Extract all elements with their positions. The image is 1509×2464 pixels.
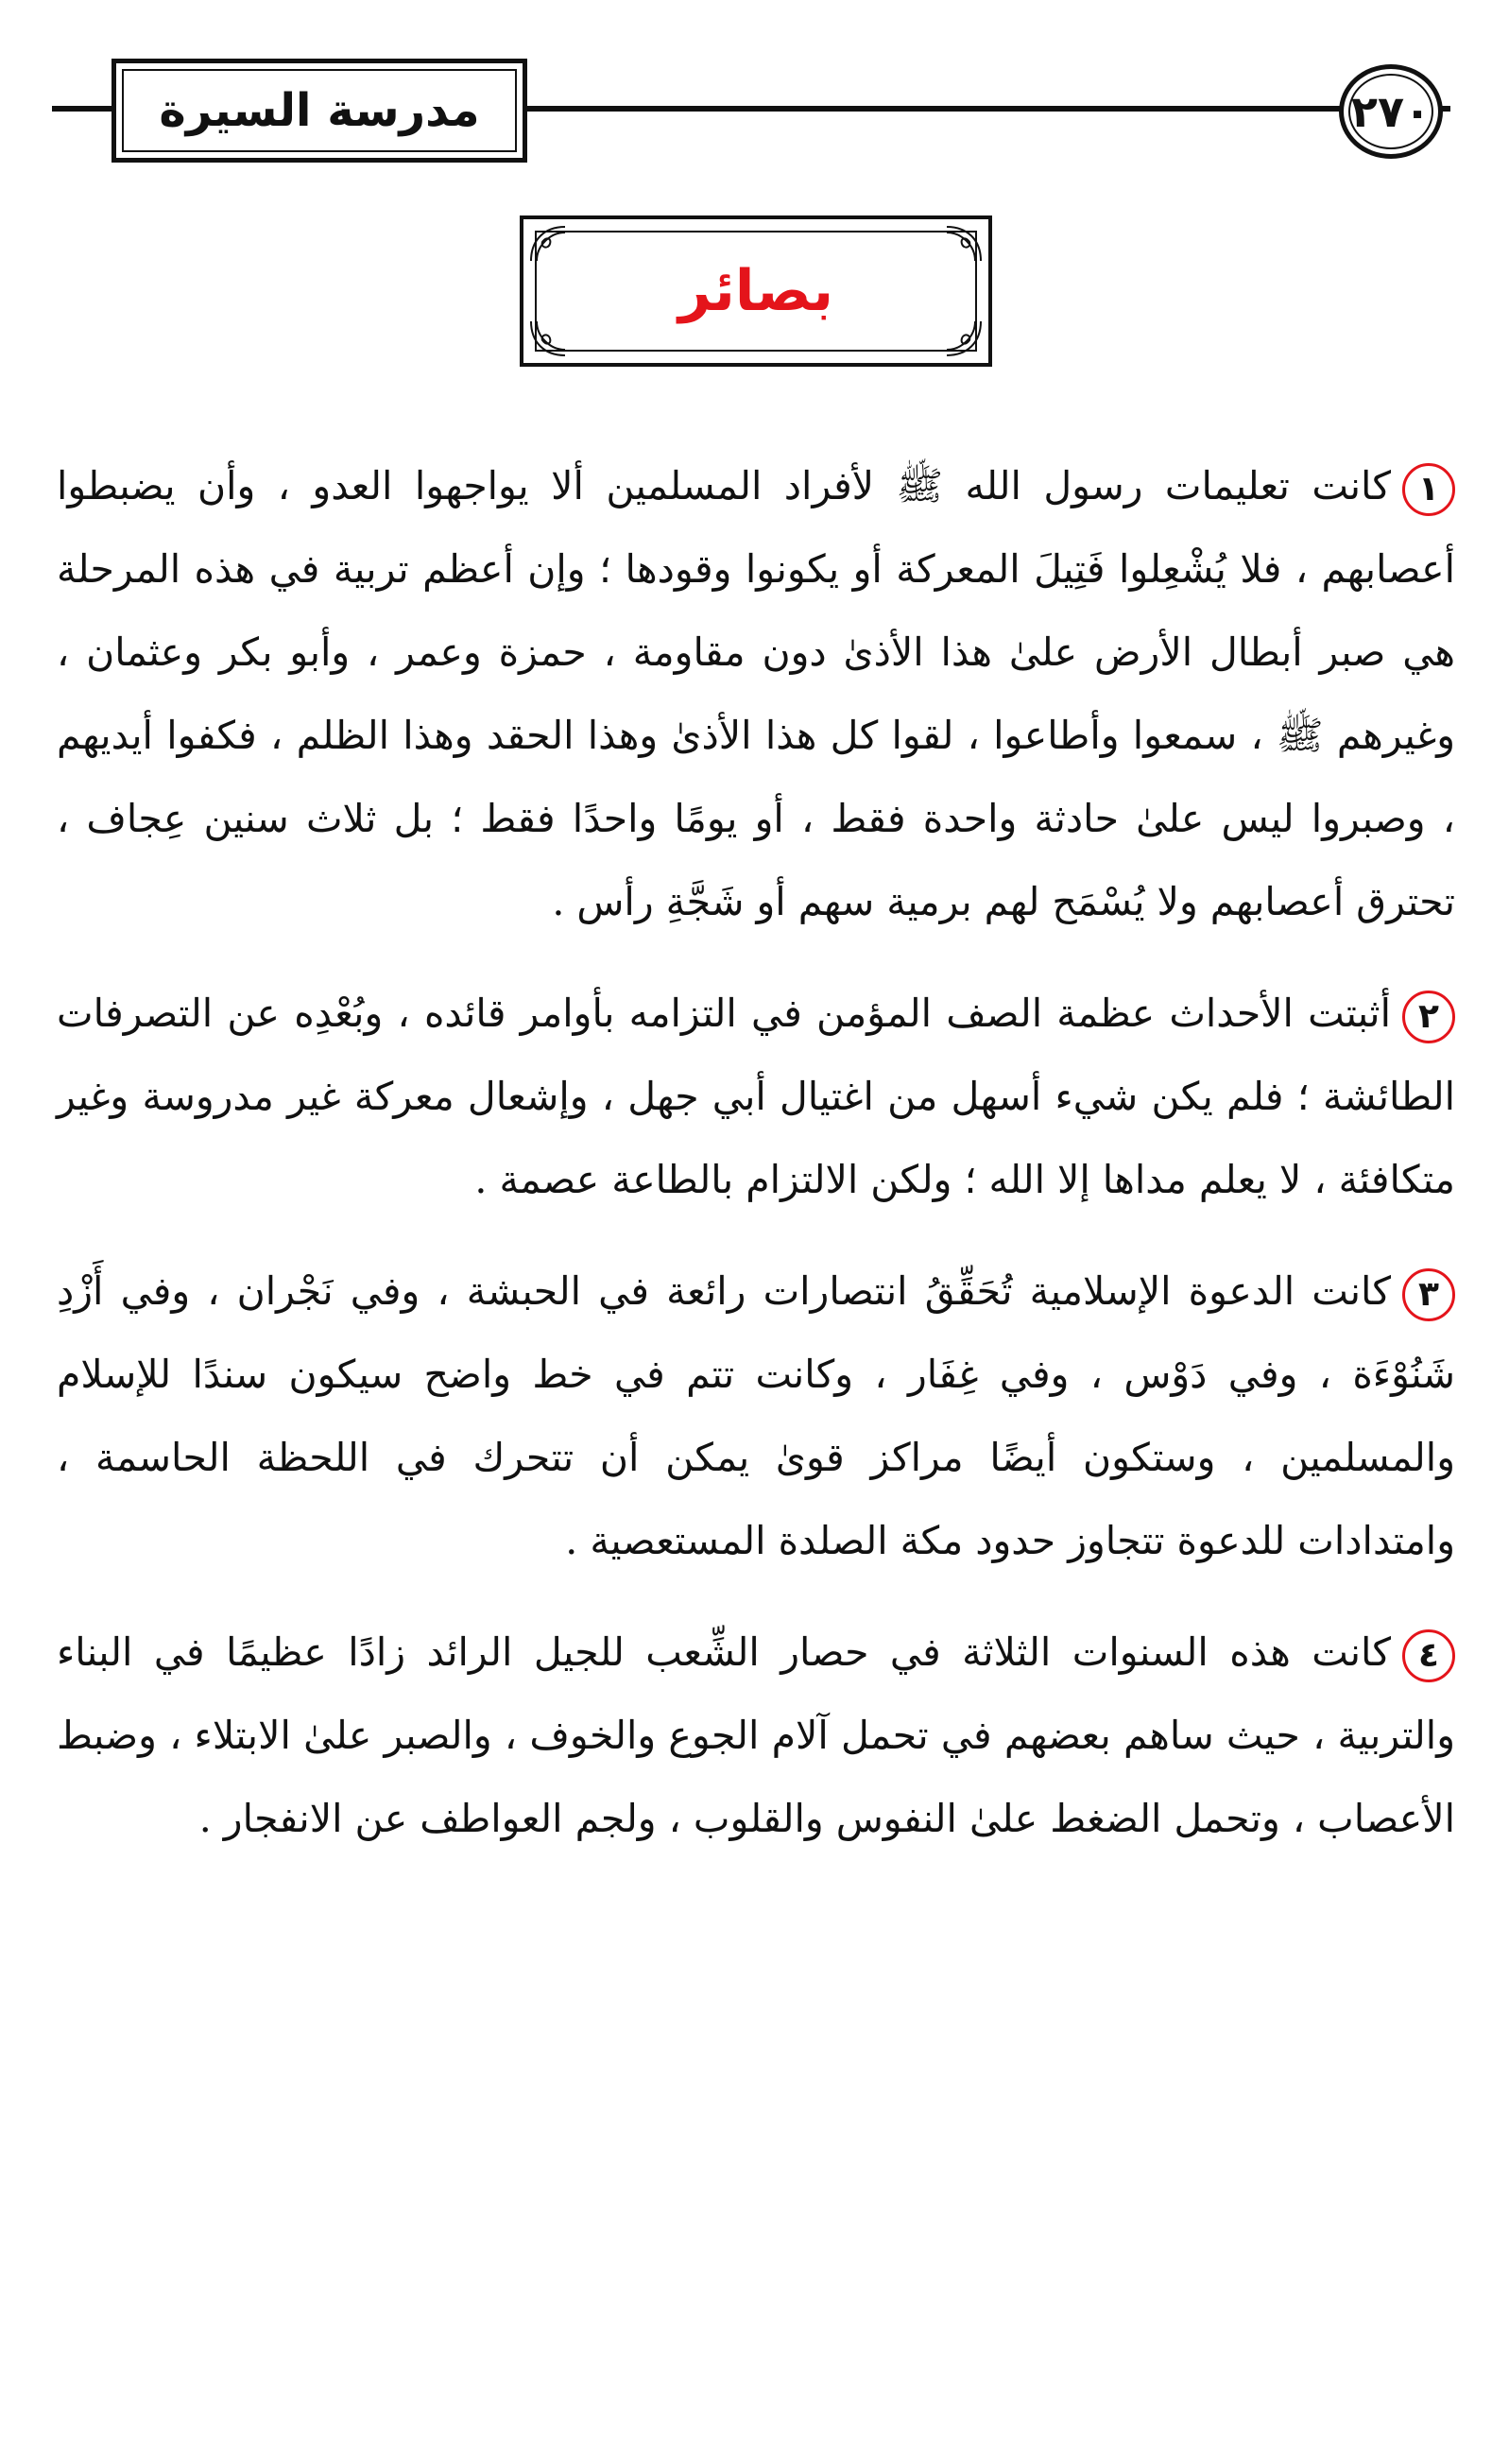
paragraph: [57, 444, 1455, 943]
paragraph-number-badge: ٣: [1402, 1268, 1455, 1321]
ornament-corner-icon: [943, 223, 985, 265]
paragraph-number-badge: ١: [1402, 463, 1455, 516]
ornament-corner-icon: [527, 318, 569, 359]
section-title: بصائر: [677, 258, 834, 324]
paragraph-text: كانت تعليمات رسول الله ﷺ لأفراد المسلمين ألا يواجهوا العدو ، وأن يضبطوا أعصابهم ، فلا يُشْعِلوا فَتِيلَ المعركة أو يكونوا وقودها ؛ وإن أعظم تربية في هذه المرحلة هي صبر أبطال الأرض علىٰ هذا الأذىٰ دون مقاومة ، حمزة وعمر ، وأبو بكر وعثمان ، وغيرهم ﷺ ، سمعوا وأطاعوا ، لقوا كل هذا الأذىٰ وهذا الحقد وهذا الظلم ، فكفوا أيديهم ، وصبروا ليس علىٰ حادثة واحدة فقط ، أو يومًا واحدًا فقط ؛ بل ثلاث سنين عِجاف ، تحترق أعصابهم ولا يُسْمَح لهم برمية سهم أو شَجَّةِ رأس .: [57, 463, 1455, 924]
paragraph-number-badge: ٢: [1402, 991, 1455, 1043]
body-text: [57, 444, 1455, 1888]
paragraph-text: كانت الدعوة الإسلامية تُحَقِّقُ انتصارات رائعة في الحبشة ، وفي نَجْران ، وفي أَزْدِ شَنُوْءَة ، وفي دَوْس ، وفي غِفَار ، وكانت تتم في خط واضح سيكون سندًا للإسلام والمسلمين ، وستكون أيضًا مراكز قوىٰ يمكن أن تتحرك في اللحظة الحاسمة ، وامتدادات للدعوة تتجاوز حدود مكة الصلدة المستعصية .: [57, 1268, 1455, 1563]
paragraph: [57, 972, 1455, 1221]
paragraph: [57, 1611, 1455, 1860]
paragraph-text: كانت هذه السنوات الثلاثة في حصار الشِّعب للجيل الرائد زادًا عظيمًا في البناء والتربية ، حيث ساهم بعضهم في تحمل آلام الجوع والخوف ، والصبر علىٰ الابتلاء ، وضبط الأعصاب ، وتحمل الضغط علىٰ النفوس والقلوب ، ولجم العواطف عن الانفجار .: [57, 1629, 1455, 1841]
page-number: ٢٧٠: [1350, 86, 1432, 137]
ornament-corner-icon: [527, 223, 569, 265]
page-number-badge: [1339, 64, 1443, 159]
ornament-corner-icon: [943, 318, 985, 359]
paragraph-text: أثبتت الأحداث عظمة الصف المؤمن في التزامه بأوامر قائده ، وبُعْدِه عن التصرفات الطائشة ؛ فلم يكن شيء أسهل من اغتيال أبي جهل ، وإشعال معركة غير مدروسة وغير متكافئة ، لا يعلم مداها إلا الله ؛ ولكن الالتزام بالطاعة عصمة .: [57, 991, 1455, 1202]
book-title-frame: [111, 59, 527, 163]
paragraph: [57, 1249, 1455, 1582]
section-title-frame: [520, 215, 992, 367]
book-title: مدرسة السيرة: [159, 84, 480, 137]
paragraph-number-badge: ٤: [1402, 1629, 1455, 1682]
